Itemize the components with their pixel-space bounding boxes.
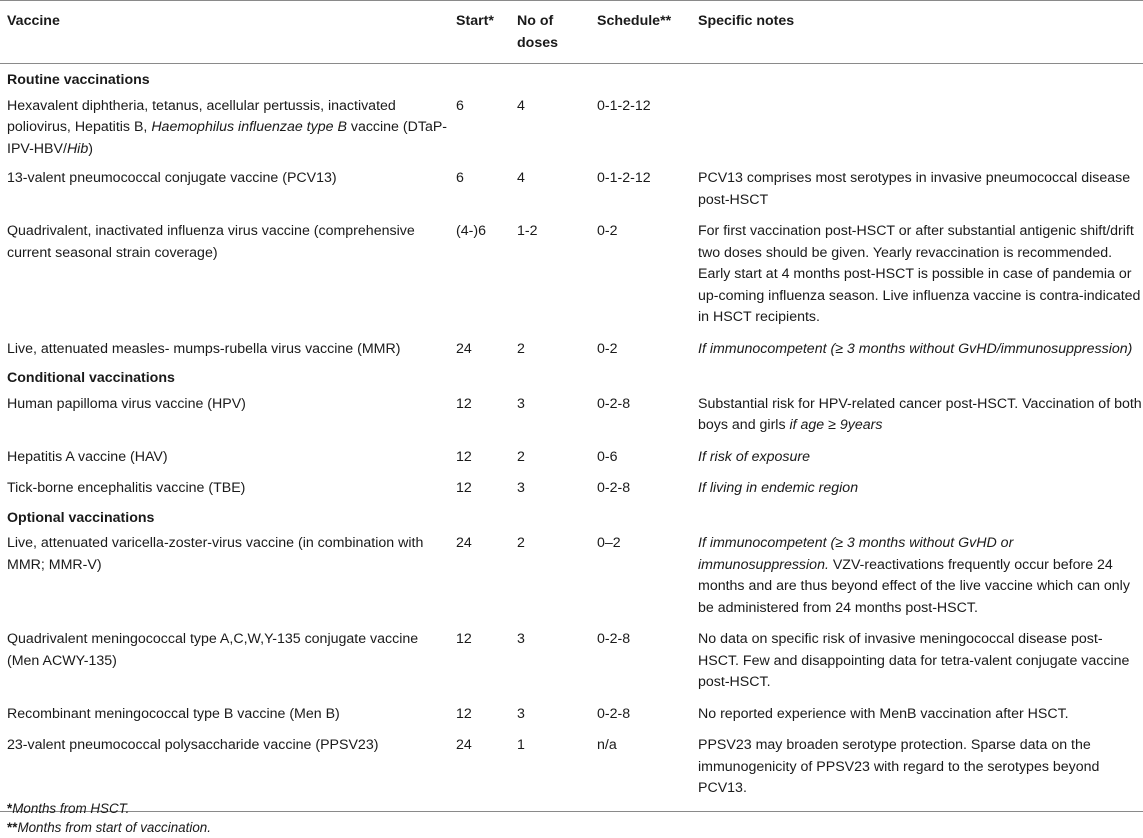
start-cell: 24 xyxy=(449,735,510,811)
footnote-2-text: Months from start of vaccination. xyxy=(17,820,211,835)
vaccine-name: Recombinant meningococcal type B vaccine (Men B) xyxy=(7,705,340,722)
section-row-optional xyxy=(0,502,1143,534)
table-row-hexavalent xyxy=(0,96,1143,169)
table-row-mmr xyxy=(0,339,1143,363)
start-cell: 12 xyxy=(456,448,472,465)
notes-italic: if age ≥ 9years xyxy=(789,417,883,433)
start-cell: 24 xyxy=(456,535,472,551)
notes-cell: No reported experience with MenB vaccination after HSCT. xyxy=(698,705,1069,722)
notes-italic: If immunocompetent (≥ 3 months without GvHD or immunosuppression. xyxy=(698,535,1014,573)
vaccine-name: 13-valent pneumococcal conjugate vaccine (PCV13) xyxy=(7,170,337,186)
notes-cell xyxy=(691,339,1143,363)
notes-cell xyxy=(691,394,1143,447)
footnote-1-mark: * xyxy=(7,801,13,816)
table-row-pcv13 xyxy=(0,168,1143,221)
schedule-cell: 0-6 xyxy=(597,448,618,465)
doses-cell: 2 xyxy=(517,448,525,465)
notes-cell xyxy=(691,447,1143,479)
schedule-cell: 0-2-8 xyxy=(597,705,631,722)
vaccine-name-text: Hexavalent diphtheria, tetanus, acellular pertussis, inactivated poliovirus, Hepatitis B, xyxy=(7,97,396,135)
schedule-cell: 0-2-8 xyxy=(597,395,631,412)
vaccine-name-text: vaccine (DTaP-IPV-HBV/ xyxy=(7,119,448,157)
header-notes: Specific notes xyxy=(691,1,1143,64)
table-row-hpv xyxy=(0,394,1143,447)
vaccine-name-text: ) xyxy=(88,140,93,157)
vaccine-name-italic: Hib xyxy=(66,140,89,157)
notes-cell xyxy=(691,478,1143,502)
vaccine-name: Live, attenuated measles- mumps-rubella virus vaccine (MMR) xyxy=(7,340,401,357)
doses-cell: 1-2 xyxy=(517,223,538,239)
header-doses-line1: No of xyxy=(517,13,554,29)
table-row-hav xyxy=(0,447,1143,479)
doses-cell: 2 xyxy=(517,535,525,551)
vaccine-name: Quadrivalent meningococcal type A,C,W,Y-135 conjugate vaccine (Men ACWY-135) xyxy=(7,631,419,669)
doses-cell: 3 xyxy=(517,631,525,647)
schedule-cell: 0-2-8 xyxy=(597,631,631,647)
vaccine-name: Tick-borne encephalitis vaccine (TBE) xyxy=(7,480,246,496)
doses-cell: 3 xyxy=(517,480,525,496)
notes-cell xyxy=(691,96,1143,169)
doses-cell: 3 xyxy=(517,395,525,412)
section-title-conditional: Conditional vaccinations xyxy=(7,370,175,386)
vaccine-name: Hepatitis A vaccine (HAV) xyxy=(7,448,168,465)
header-start: Start* xyxy=(449,1,510,64)
section-row-routine xyxy=(0,64,1143,96)
footnote-2 xyxy=(7,818,211,837)
notes-text: Substantial risk for HPV-related cancer post-HSCT. Vaccination of both boys and girls xyxy=(698,395,1142,433)
notes-cell: PCV13 comprises most serotypes in invasive pneumococcal disease post-HSCT xyxy=(698,170,1131,208)
vaccine-name xyxy=(0,96,449,169)
table-row-influenza xyxy=(0,221,1143,339)
doses-cell: 2 xyxy=(517,340,525,357)
schedule-cell: 0-1-2-12 xyxy=(597,97,651,114)
section-title-optional: Optional vaccinations xyxy=(7,509,155,526)
footnote-1-text: Months from HSCT. xyxy=(12,801,130,816)
notes-italic: If risk of exposure xyxy=(698,448,810,465)
table-row-varicella xyxy=(0,533,1143,629)
schedule-cell: n/a xyxy=(590,735,691,811)
start-cell: 12 xyxy=(456,480,472,496)
header-doses xyxy=(510,1,590,64)
table-row-ppsv23 xyxy=(0,735,1143,811)
start-cell: 12 xyxy=(456,395,472,412)
start-cell: 6 xyxy=(456,97,464,114)
notes-cell: PPSV23 may broaden serotype protection. Sparse data on the immunogenicity of PPSV23 with regard to the serotypes beyond PCV13. xyxy=(691,735,1143,811)
notes-cell: For first vaccination post-HSCT or after substantial antigenic shift/drift two doses should be given. Yearly revaccination is recommended. Early start at 4 months post-HSCT is possible in case of pandemia or up-coming influenza season. Live influenza vaccine is contra-indicated in HSCT recipients. xyxy=(698,223,1141,325)
section-title-routine: Routine vaccinations xyxy=(7,72,150,88)
section-row-conditional xyxy=(0,362,1143,394)
footnote-2-mark: ** xyxy=(7,820,18,835)
doses-cell: 3 xyxy=(517,705,525,722)
table-header-row xyxy=(0,1,1143,64)
vaccine-name: 23-valent pneumococcal polysaccharide vaccine (PPSV23) xyxy=(0,735,449,811)
doses-cell: 1 xyxy=(510,735,590,811)
header-vaccine: Vaccine xyxy=(0,1,449,64)
schedule-cell: 0-2 xyxy=(597,340,618,357)
notes-cell xyxy=(691,533,1143,629)
start-cell: 12 xyxy=(456,631,472,647)
vaccine-name: Quadrivalent, inactivated influenza virus vaccine (comprehensive current seasonal strain coverage) xyxy=(7,223,415,261)
start-cell: (4-)6 xyxy=(456,223,486,239)
notes-italic: If immunocompetent (≥ 3 months without GvHD/immunosuppression) xyxy=(698,340,1133,357)
header-doses-line2: doses xyxy=(517,34,559,51)
notes-italic: If living in endemic region xyxy=(698,480,859,496)
header-schedule: Schedule** xyxy=(590,1,691,64)
start-cell: 24 xyxy=(456,340,472,357)
vaccine-name: Live, attenuated varicella-zoster-virus vaccine (in combination with MMR; MMR-V) xyxy=(7,535,424,573)
vaccine-name: Human papilloma virus vaccine (HPV) xyxy=(7,395,246,412)
schedule-cell: 0–2 xyxy=(597,535,621,551)
doses-cell: 4 xyxy=(517,170,525,186)
vaccine-name-italic: Haemophilus influenzae type B xyxy=(151,119,347,135)
schedule-cell: 0-2 xyxy=(597,223,618,239)
notes-text: VZV-reactivations frequently occur before 24 months and are thus beyond effect of the live vaccine which can only be administered from 24 months post-HSCT. xyxy=(698,556,1130,616)
start-cell: 6 xyxy=(456,170,464,186)
start-cell: 12 xyxy=(456,705,472,722)
table-row-tbe xyxy=(0,478,1143,502)
footnote-1 xyxy=(7,799,129,818)
schedule-cell: 0-2-8 xyxy=(597,480,631,496)
table-row-menb xyxy=(0,704,1143,736)
schedule-cell: 0-1-2-12 xyxy=(597,170,651,186)
notes-cell: No data on specific risk of invasive meningococcal disease post-HSCT. Few and disappointing data for tetra-valent conjugate vaccine post-HSCT. xyxy=(698,631,1130,690)
doses-cell: 4 xyxy=(517,97,525,114)
table-row-menacwy xyxy=(0,629,1143,704)
